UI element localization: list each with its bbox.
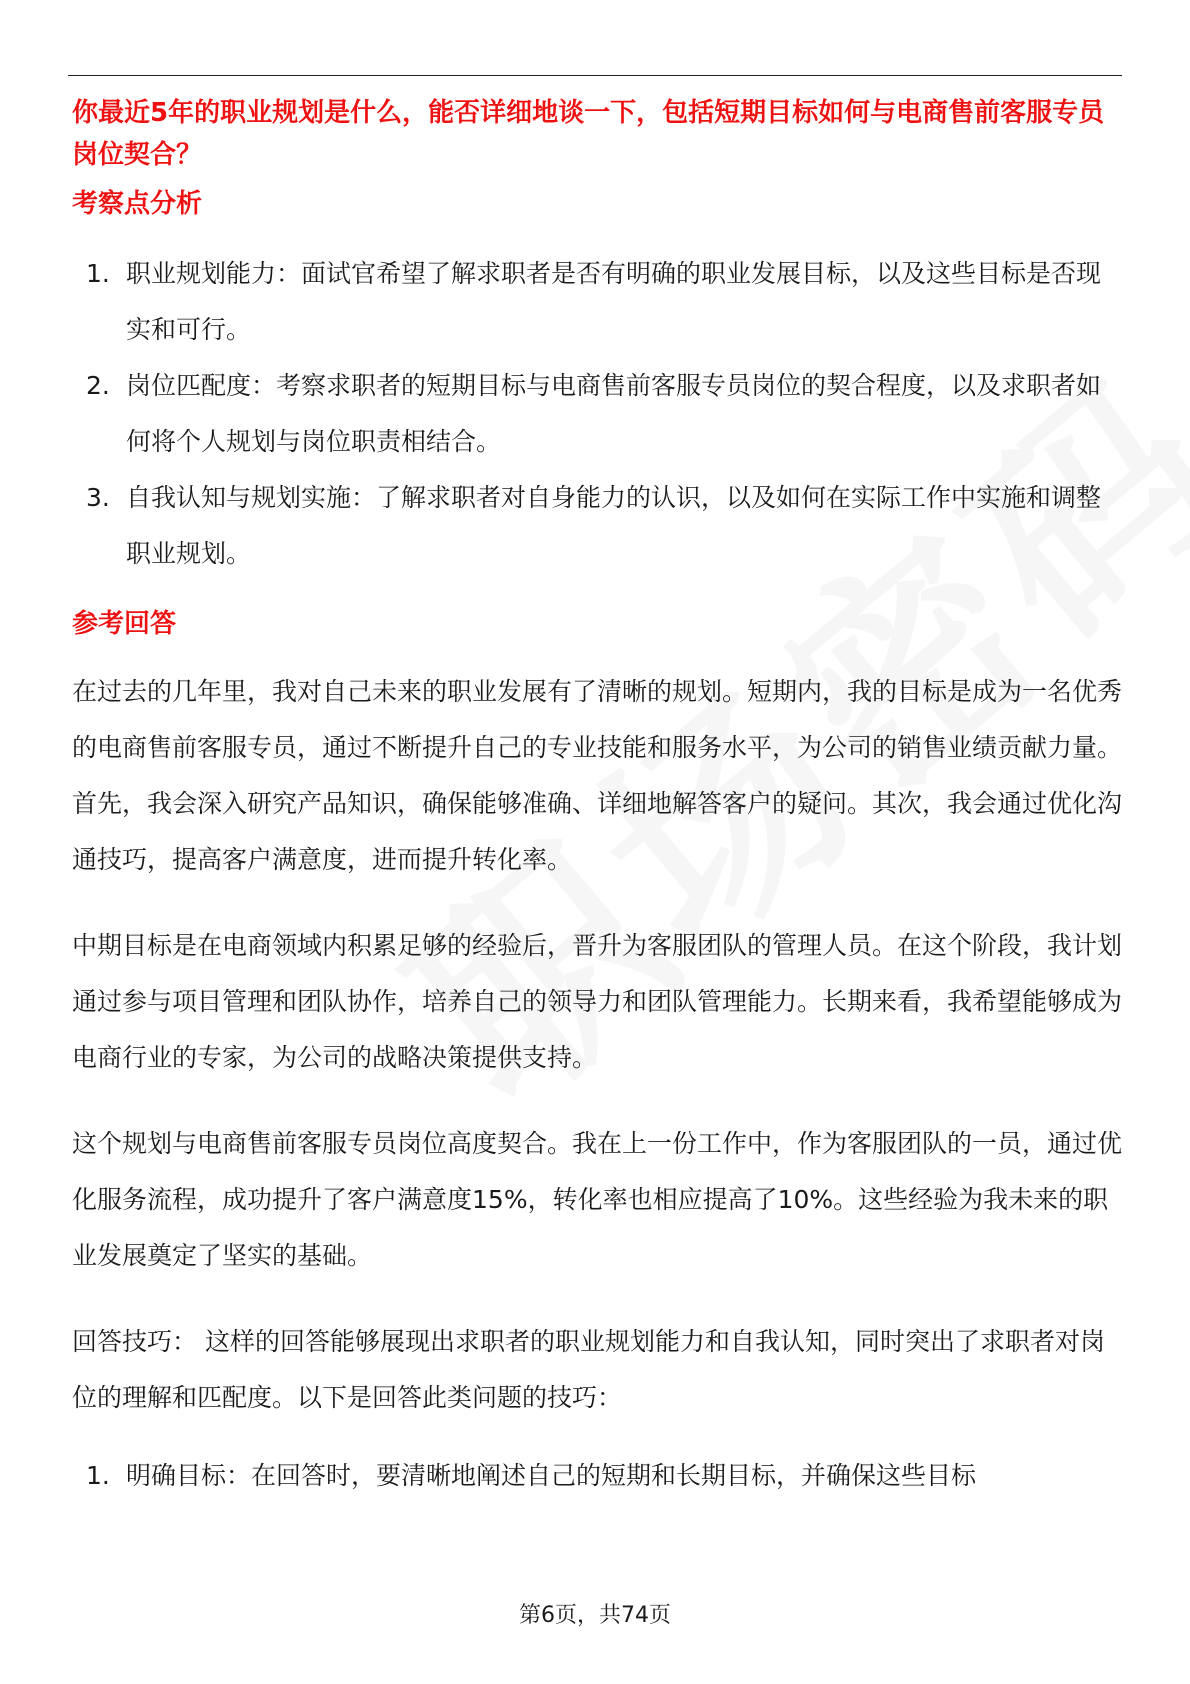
list-item — [72, 246, 1122, 358]
list-number: 1. — [86, 1461, 110, 1490]
analysis-list — [72, 246, 1122, 582]
page-number: 第6页，共74页 — [519, 1603, 671, 1628]
list-number: 1. — [86, 259, 110, 288]
analysis-title: 考察点分析 — [72, 189, 203, 219]
list-number: 2. — [86, 371, 110, 400]
list-text: 自我认知与规划实施：了解求职者对自身能力的认识，以及如何在实际工作中实施和调整职业规划。 — [126, 483, 1102, 568]
tips-list — [72, 1448, 1122, 1504]
answer-paragraph: 在过去的几年里，我对自己未来的职业发展有了清晰的规划。短期内，我的目标是成为一名优秀的电商售前客服专员，通过不断提升自己的专业技能和服务水平，为公司的销售业绩贡献力量。首先，我会深入研究产品知识，确保能够准确、详细地解答客户的疑问。其次，我会通过优化沟通技巧，提高客户满意度，进而提升转化率。 — [72, 677, 1123, 874]
answer-title: 参考回答 — [72, 609, 177, 639]
list-item — [72, 358, 1122, 470]
list-item — [72, 470, 1122, 582]
answer-tips-paragraph: 回答技巧： 这样的回答能够展现出求职者的职业规划能力和自我认知，同时突出了求职者对岗位的理解和匹配度。以下是回答此类问题的技巧： — [72, 1327, 1105, 1412]
question-heading: 你最近5年的职业规划是什么，能否详细地谈一下，包括短期目标如何与电商售前客服专员岗位契合？ — [72, 98, 1105, 170]
list-text: 职业规划能力：面试官希望了解求职者是否有明确的职业发展目标，以及这些目标是否现实和可行。 — [126, 259, 1102, 344]
list-number: 3. — [86, 483, 110, 512]
list-text: 明确目标：在回答时，要清晰地阐述自己的短期和长期目标，并确保这些目标 — [126, 1461, 977, 1490]
list-item — [72, 1448, 1122, 1504]
answer-paragraph: 这个规划与电商售前客服专员岗位高度契合。我在上一份工作中，作为客服团队的一员，通过优化服务流程，成功提升了客户满意度15%，转化率也相应提高了10%。这些经验为我未来的职业发展奠定了坚实的基础。 — [72, 1129, 1123, 1270]
answer-paragraph: 中期目标是在电商领域内积累足够的经验后，晋升为客服团队的管理人员。在这个阶段，我计划通过参与项目管理和团队协作，培养自己的领导力和团队管理能力。长期来看，我希望能够成为电商行业的专家，为公司的战略决策提供支持。 — [72, 931, 1123, 1072]
content — [72, 92, 1122, 1504]
list-text: 岗位匹配度：考察求职者的短期目标与电商售前客服专员岗位的契合程度，以及求职者如何将个人规划与岗位职责相结合。 — [126, 371, 1102, 456]
top-rule — [68, 75, 1122, 76]
